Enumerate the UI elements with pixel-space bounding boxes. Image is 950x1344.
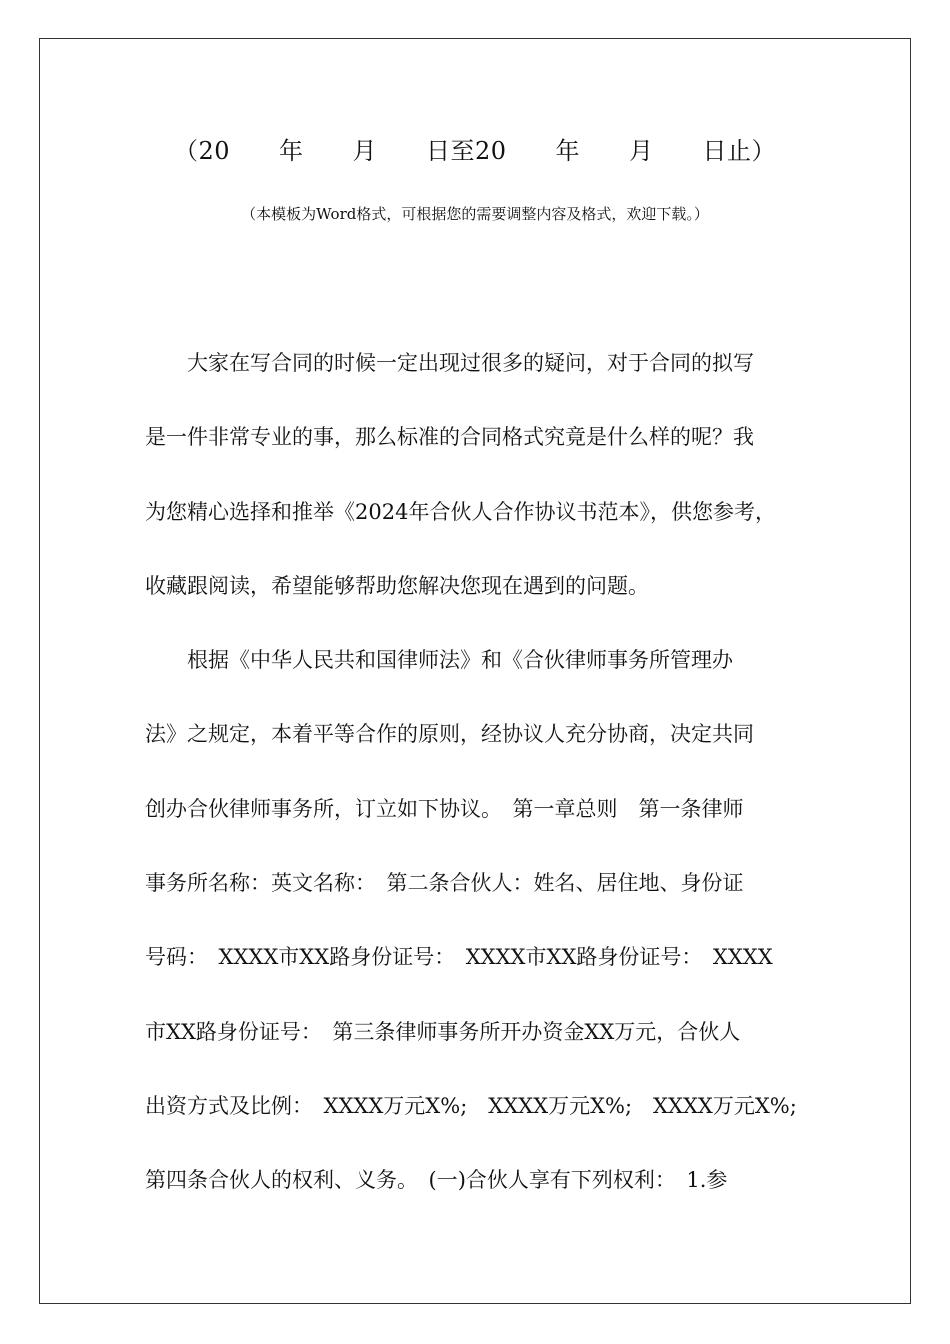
body-line: 收藏跟阅读，希望能够帮助您解决您现在遇到的问题。 [145,573,649,598]
document-title: （20 年 月 日至20 年 月 日止） [173,137,777,165]
body-line: 号码： XXXX市XX路身份证号： XXXX市XX路身份证号： XXXX [145,945,773,970]
body-line: 出资方式及比例： XXXX万元X%; XXXX万元X%; XXXX万元X%; [145,1093,797,1118]
template-note: （本模板为Word格式，可根据您的需要调整内容及格式，欢迎下载。） [241,205,709,223]
body-line: 是一件非常专业的事，那么标准的合同格式究竟是什么样的呢？我 [145,425,754,450]
body-line: 第四条合伙人的权利、义务。 (一)合伙人享有下列权利： 1.参 [145,1168,728,1193]
document-body [145,341,815,1233]
body-line: 事务所名称：英文名称： 第二条合伙人：姓名、居住地、身份证 [145,871,744,896]
body-line: 创办合伙律师事务所，订立如下协议。 第一章总则 第一条律师 [145,796,744,821]
body-line: 为您精心选择和推举《2024年合伙人合作协议书范本》，供您参考， [145,499,776,524]
body-line: 根据《中华人民共和国律师法》和《合伙律师事务所管理办 [145,648,733,673]
body-line: 大家在写合同的时候一定出现过很多的疑问，对于合同的拟写 [145,351,754,375]
body-line: 法》之规定，本着平等合作的原则，经协议人充分协商，决定共同 [145,722,754,747]
body-line: 市XX路身份证号： 第三条律师事务所开办资金XX万元，合伙人 [145,1019,741,1044]
